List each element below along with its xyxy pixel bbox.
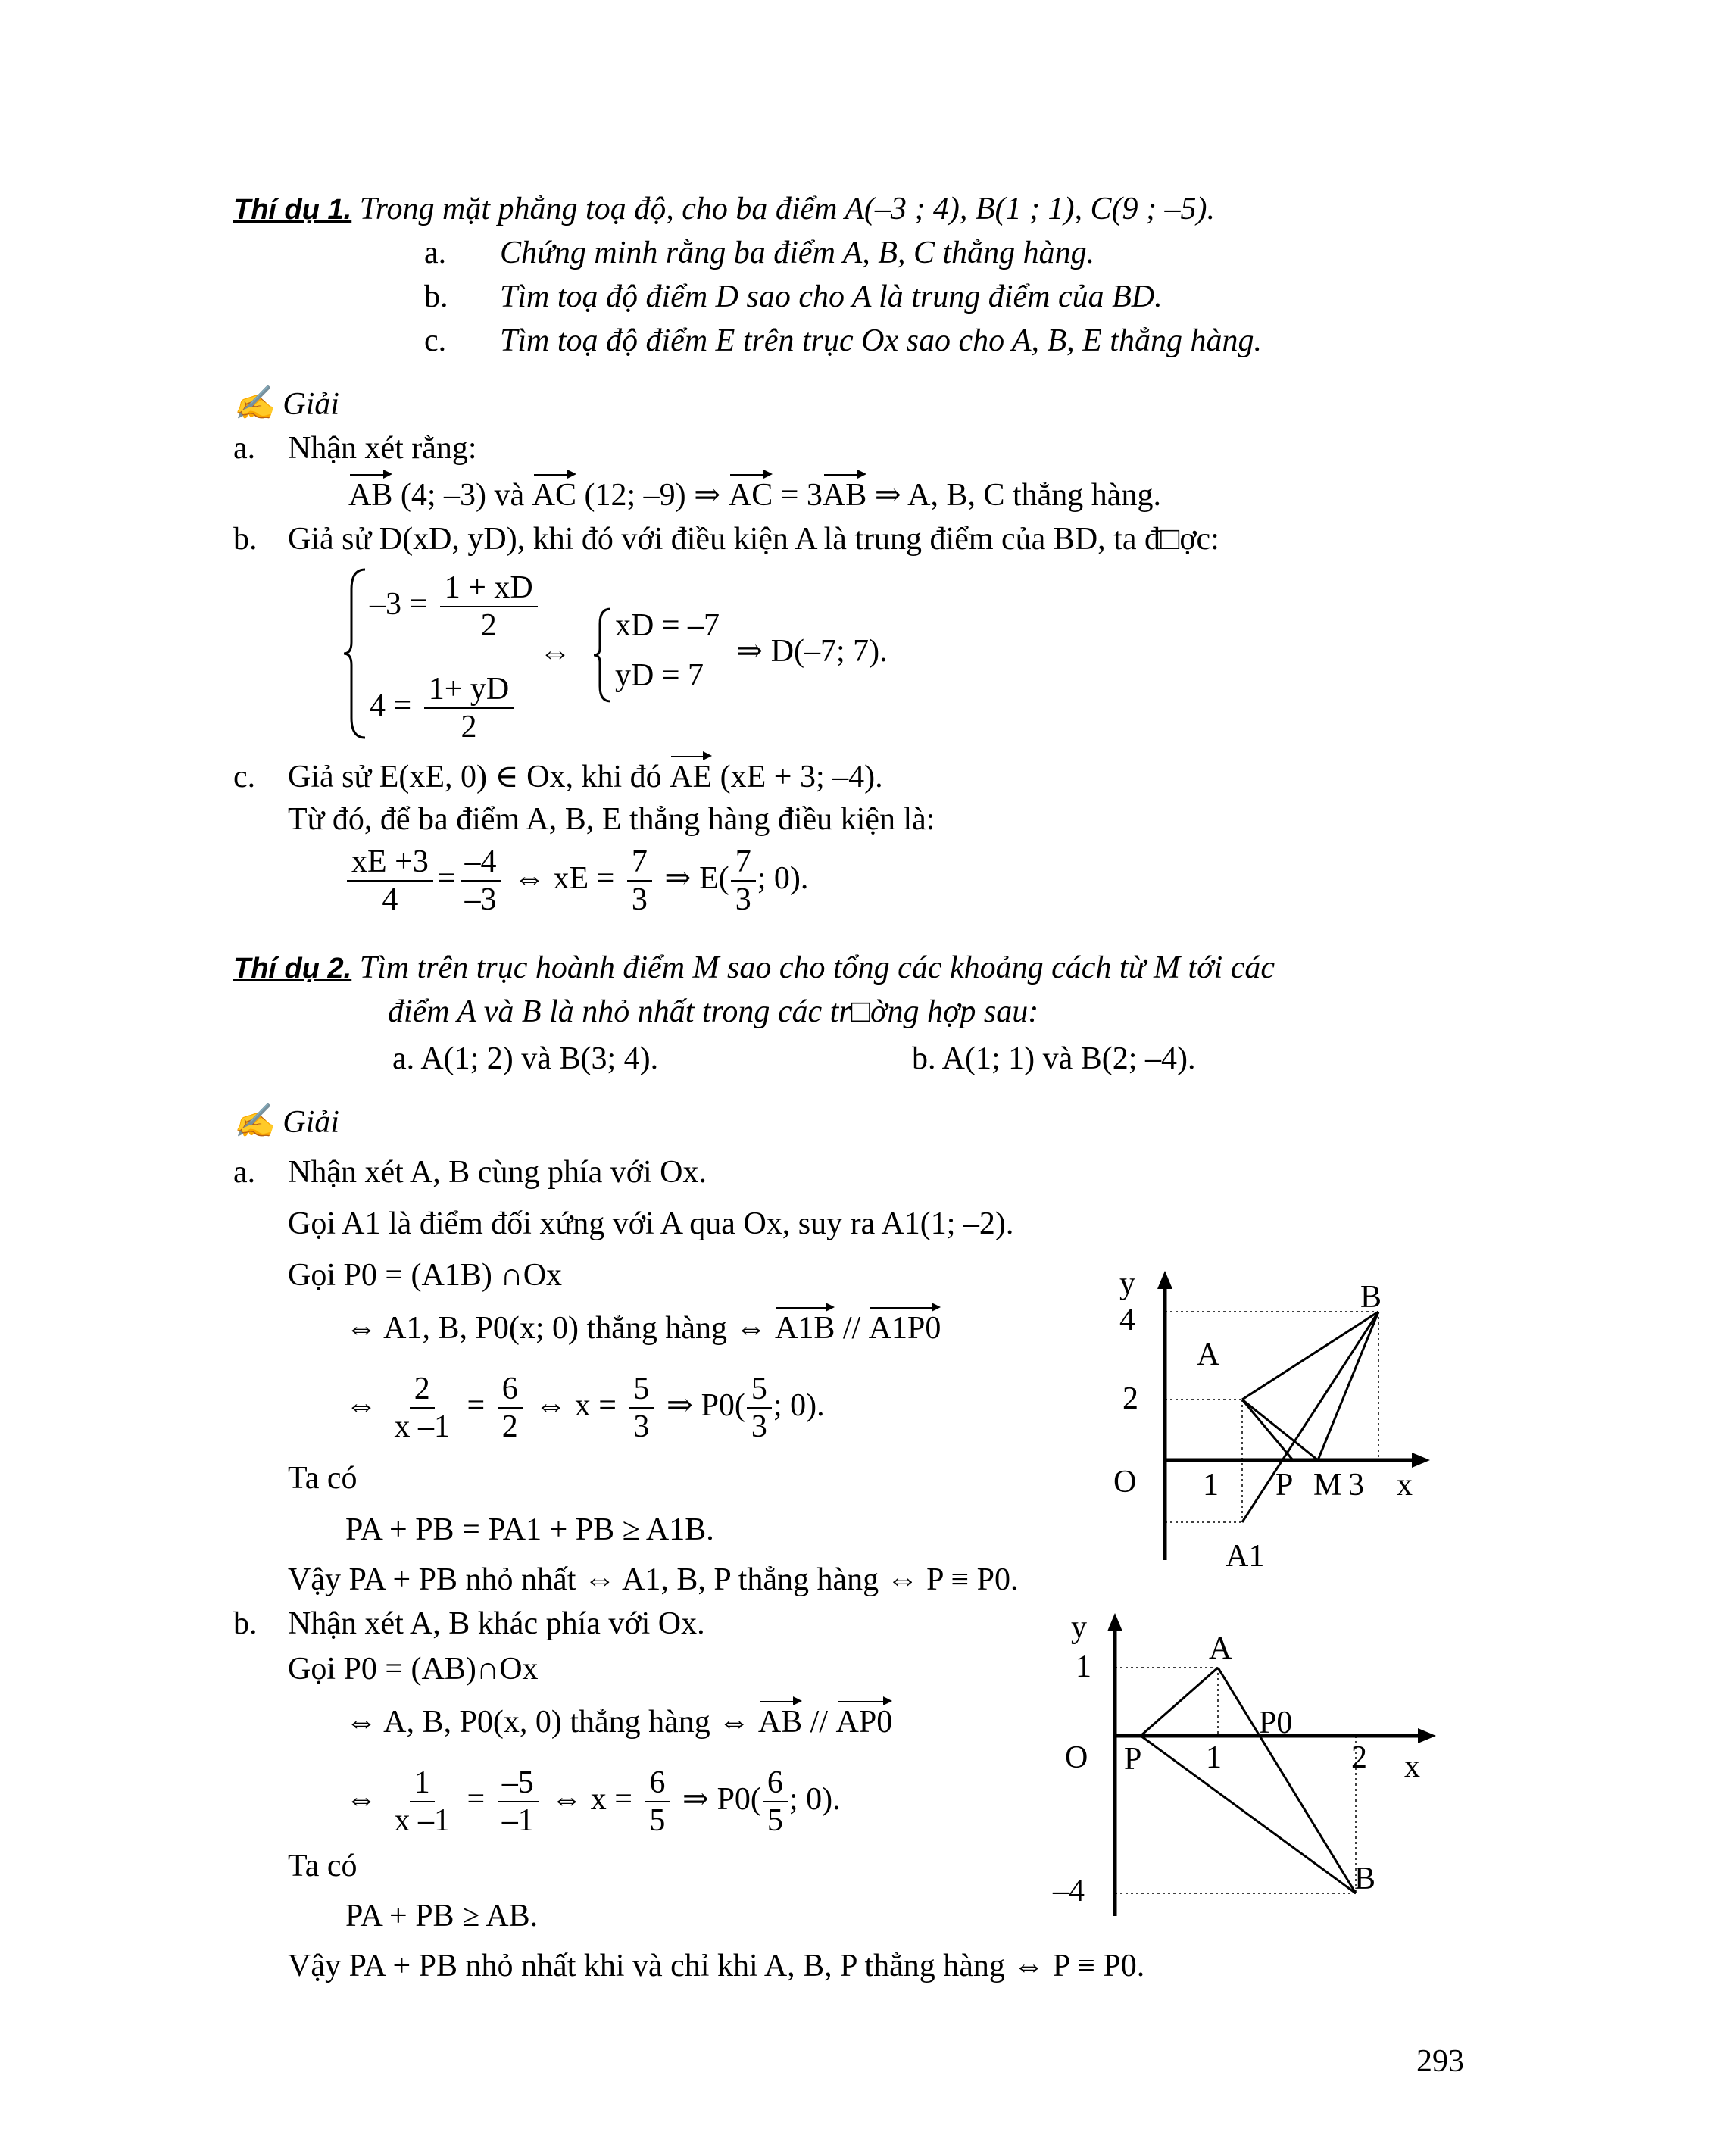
vector-ac-2: AC <box>728 478 773 513</box>
example-2-case-b: b. A(1; 1) và B(2; –4). <box>912 1041 1196 1076</box>
sol1-a-vectors: AB (4; –3) và AC (12; –9) ⇒ AC = 3AB ⇒ A, B, C thẳng hàng. <box>348 478 1161 513</box>
solution-2-label: ✍ Giải <box>233 1103 339 1140</box>
vector-ap0: AP0 <box>835 1705 893 1740</box>
sol1-b-conclusion: ⇒ D(–7; 7). <box>736 634 888 669</box>
g1-point-M: M <box>1313 1468 1342 1503</box>
example-2-statement-2: điểm A và B là nhỏ nhất trong các tr□ờng hợp sau: <box>388 994 1039 1029</box>
sol1-c-intro: c. Giả sử E(xE, 0) ∈ Ox, khi đó AE (xE + 3; –4). <box>233 760 883 794</box>
g2-label-y: y <box>1071 1610 1087 1645</box>
g1-point-A1: A1 <box>1226 1539 1265 1574</box>
pen-writing-icon: ✍ <box>233 385 275 422</box>
g2-label-O: O <box>1065 1740 1088 1775</box>
sol2-b-line-3: ⇔ A, B, P0(x, 0) thẳng hàng ⇔ AB // AP0 <box>345 1705 893 1740</box>
x-axis-arrow <box>1418 1728 1436 1743</box>
example-1-item-c: c. Tìm toạ độ điểm E trên trục Ox sao cho A, B, E thẳng hàng. <box>424 323 1262 358</box>
example-1-item-a: a. Chứng minh rằng ba điểm A, B, C thẳng hàng. <box>424 236 1095 270</box>
g1-label-y: y <box>1119 1266 1135 1301</box>
graph-2 <box>1045 1598 1454 1924</box>
sol2-a-line-8: Vậy PA + PB nhỏ nhất ⇔ A1, B, P thẳng hàng ⇔ P ≡ P0. <box>288 1562 1019 1597</box>
sol1-b-system-eq2: 4 = $\frac{1+ yD}{2}$ <box>370 671 518 746</box>
sol2-b-line-5: Ta có <box>288 1849 358 1883</box>
example-2-statement-1: Tìm trên trục hoành điểm M sao cho tổng các khoảng cách từ M tới các <box>359 950 1275 985</box>
vector-ab-2: AB <box>822 478 867 513</box>
vector-ab: AB <box>348 478 393 513</box>
sol2-a-line-1: a. Nhận xét A, B cùng phía với Ox. <box>233 1155 707 1190</box>
g1-point-B: B <box>1360 1280 1382 1315</box>
example-2-heading: Thí dụ 2. <box>233 953 352 985</box>
g2-tick-1x: 1 <box>1206 1740 1222 1775</box>
vector-ab-b: AB <box>757 1705 803 1740</box>
g2-tick-1y: 1 <box>1076 1649 1091 1684</box>
sol2-b-line-1: b. Nhận xét A, B khác phía với Ox. <box>233 1606 705 1641</box>
g2-point-A: A <box>1209 1631 1232 1666</box>
sol1-b-system-eq1: –3 = $\frac{1 + xD}{2}$ <box>370 570 542 644</box>
left-brace-system <box>342 566 370 741</box>
page-number: 293 <box>1416 2044 1464 2079</box>
example-2-case-a: a. A(1; 2) và B(3; 4). <box>392 1041 659 1076</box>
sol2-b-line-6: PA + PB ≥ AB. <box>345 1899 539 1933</box>
sol2-b-line-7: Vậy PA + PB nhỏ nhất khi và chỉ khi A, B, P thẳng hàng ⇔ P ≡ P0. <box>288 1949 1145 1983</box>
graph-1 <box>1091 1257 1447 1590</box>
example-2-line-1 <box>233 950 1275 986</box>
g1-point-P: P <box>1275 1468 1294 1503</box>
g2-point-P0: P0 <box>1259 1705 1293 1740</box>
g2-tick-m4: –4 <box>1053 1874 1085 1908</box>
g2-label-x: x <box>1404 1749 1420 1784</box>
example-1-statement: Trong mặt phẳng toạ độ, cho ba điểm A(–3 ; 4), B(1 ; 1), C(9 ; –5). <box>359 192 1215 226</box>
g1-point-A: A <box>1197 1337 1220 1372</box>
sol1-b-result-1: xD = –7 <box>615 608 720 643</box>
g1-label-O: O <box>1113 1465 1137 1499</box>
right-brace-system <box>592 606 614 704</box>
pen-writing-icon: ✍ <box>233 1103 275 1140</box>
g1-tick-3: 3 <box>1348 1468 1364 1503</box>
solution-1-label: ✍ Giải <box>233 385 339 422</box>
g2-tick-2x: 2 <box>1351 1740 1367 1775</box>
sol2-a-line-7: PA + PB = PA1 + PB ≥ A1B. <box>345 1512 714 1547</box>
sol2-a-line-3: Gọi P0 = (A1B) ∩Ox <box>288 1258 563 1293</box>
sol2-a-line-5: ⇔ $\frac{2}{x -1}$ = $\frac{6}{2}$ ⇔ x = $\frac{5}{3}$ ⇒ P0( $\frac{5}{3}$ ; 0). <box>345 1372 825 1445</box>
sol1-b-result-2: yD = 7 <box>615 658 704 693</box>
sol2-b-line-2: Gọi P0 = (AB)∩Ox <box>288 1652 539 1687</box>
sol1-b-equiv: ⇔ <box>539 635 571 670</box>
example-1-item-b: b. Tìm toạ độ điểm D sao cho A là trung điểm của BD. <box>424 279 1163 314</box>
sol1-a-intro: a. Nhận xét rằng: <box>233 431 477 466</box>
x-axis-arrow <box>1412 1453 1430 1468</box>
vector-a1p0: A1P0 <box>868 1311 941 1346</box>
g1-tick-2: 2 <box>1122 1381 1138 1416</box>
g1-label-x: x <box>1397 1468 1413 1503</box>
g1-tick-4: 4 <box>1119 1303 1135 1337</box>
sol2-a-line-4: ⇔ A1, B, P0(x; 0) thẳng hàng ⇔ A1B // A1P0 <box>345 1311 941 1346</box>
y-axis-arrow <box>1157 1271 1172 1289</box>
vector-ac: AC <box>532 478 577 513</box>
sol1-c-condition: Từ đó, để ba điểm A, B, E thẳng hàng điều kiện là: <box>288 802 935 837</box>
example-1-line <box>233 191 1215 227</box>
y-axis-arrow <box>1107 1613 1122 1631</box>
sol1-c-equation: $\frac{xE +3}{4}$ = $\frac{-4}{-3}$ ⇔ xE = $\frac{7}{3}$ ⇒ E( $\frac{7}{3}$ ; 0). <box>342 844 808 919</box>
sol2-b-line-4: ⇔ $\frac{1}{x -1}$ = $\frac{-5}{-1}$ ⇔ x = $\frac{6}{5}$ ⇒ P0( $\frac{6}{5}$ ; 0). <box>345 1765 841 1839</box>
g1-tick-1: 1 <box>1203 1468 1219 1503</box>
example-1-heading: Thí dụ 1. <box>233 194 352 226</box>
vector-ae: AE <box>670 760 713 794</box>
sol2-a-line-6: Ta có <box>288 1461 358 1496</box>
g2-point-P: P <box>1124 1742 1142 1777</box>
sol2-a-line-2: Gọi A1 là điểm đối xứng với A qua Ox, suy ra A1(1; –2). <box>288 1206 1014 1241</box>
vector-a1b: A1B <box>774 1311 835 1346</box>
sol1-b-intro: b. Giả sử D(xD, yD), khi đó với điều kiện A là trung điểm của BD, ta đ□ợc: <box>233 522 1219 557</box>
g2-point-B: B <box>1354 1861 1376 1896</box>
